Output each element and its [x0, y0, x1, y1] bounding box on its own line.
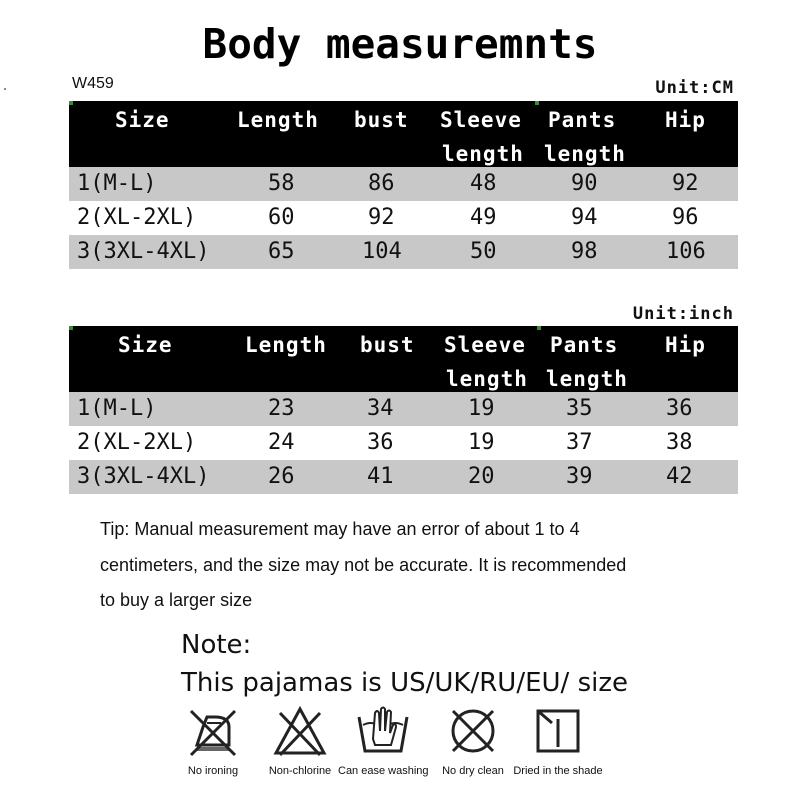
care-item — [513, 703, 603, 777]
cell-sleeve: 50 — [470, 239, 497, 264]
header-corner-mark — [69, 101, 73, 105]
header-corner-mark — [535, 101, 539, 105]
header-hip: Hip — [665, 333, 706, 357]
care-item — [168, 703, 258, 777]
care-label: No dry clean — [442, 765, 504, 777]
header-sleeve-line1: Sleeve — [444, 333, 526, 357]
size-note — [181, 626, 628, 702]
size-table-inch — [69, 326, 738, 494]
cell-bust: 36 — [367, 430, 394, 455]
note-heading: Note: — [181, 630, 252, 660]
care-item — [338, 703, 428, 777]
cell-pants: 94 — [571, 205, 598, 230]
cell-length: 26 — [268, 464, 295, 489]
stray-dot — [4, 88, 6, 90]
cell-bust: 34 — [367, 396, 394, 421]
cell-hip: 96 — [672, 205, 699, 230]
table-row — [69, 392, 738, 426]
header-pants-line1: Pants — [548, 108, 617, 132]
header-hip: Hip — [665, 108, 706, 132]
care-item — [255, 703, 345, 777]
cell-sleeve: 48 — [470, 171, 497, 196]
header-length: Length — [245, 333, 327, 357]
cell-length: 58 — [268, 171, 295, 196]
cell-pants: 39 — [566, 464, 593, 489]
cell-size: 3(3XL-4XL) — [77, 464, 210, 489]
cell-hip: 92 — [672, 171, 699, 196]
table-header — [69, 101, 738, 167]
cell-sleeve: 49 — [470, 205, 497, 230]
cell-length: 60 — [268, 205, 295, 230]
tip-line: Tip: Manual measurement may have an error of about 1 to 4 — [100, 519, 580, 539]
product-code: W459 — [72, 75, 114, 92]
table-row — [69, 235, 738, 269]
cell-size: 1(M-L) — [77, 171, 157, 196]
header-size: Size — [115, 108, 170, 132]
header-pants-line1: Pants — [550, 333, 619, 357]
cell-hip: 42 — [666, 464, 693, 489]
measurement-tip — [100, 512, 720, 619]
header-corner-mark — [69, 326, 73, 330]
hand-wash-icon — [353, 703, 413, 759]
cell-bust: 104 — [362, 239, 402, 264]
table-row — [69, 201, 738, 235]
cell-pants: 98 — [571, 239, 598, 264]
care-label: Non-chlorine — [268, 765, 332, 777]
tip-line: to buy a larger size — [100, 590, 253, 610]
table-header — [69, 326, 738, 392]
cell-length: 24 — [268, 430, 295, 455]
cell-bust: 92 — [368, 205, 395, 230]
table-row — [69, 460, 738, 494]
header-bust: bust — [360, 333, 415, 357]
care-label: Dried in the shade — [513, 765, 603, 777]
header-size: Size — [118, 333, 173, 357]
care-label: No ironing — [187, 765, 239, 777]
cell-sleeve: 20 — [468, 464, 495, 489]
care-icons — [178, 703, 618, 783]
header-sleeve-length — [440, 103, 522, 137]
cell-size: 2(XL-2XL) — [77, 430, 197, 455]
table-row — [69, 426, 738, 460]
cell-hip: 36 — [666, 396, 693, 421]
unit-label-inch: Unit:inch — [632, 304, 734, 324]
header-length: Length — [237, 108, 319, 132]
cell-size: 3(3XL-4XL) — [77, 239, 210, 264]
cell-pants: 37 — [566, 430, 593, 455]
cell-sleeve: 19 — [468, 396, 495, 421]
cell-sleeve: 19 — [468, 430, 495, 455]
table-row — [69, 167, 738, 201]
no-ironing-icon — [183, 703, 243, 759]
header-sleeve-line1: Sleeve — [440, 108, 522, 132]
cell-length: 23 — [268, 396, 295, 421]
cell-bust: 86 — [368, 171, 395, 196]
header-bust: bust — [354, 108, 409, 132]
header-corner-mark — [537, 326, 541, 330]
non-chlorine-icon — [270, 703, 330, 759]
cell-pants: 90 — [571, 171, 598, 196]
tip-line: centimeters, and the size may not be accurate. It is recommended — [100, 554, 627, 575]
cell-size: 1(M-L) — [77, 396, 157, 421]
cell-length: 65 — [268, 239, 295, 264]
no-dry-clean-icon — [443, 703, 503, 759]
note-text: This pajamas is US/UK/RU/EU/ size — [181, 668, 628, 698]
dry-in-shade-icon — [528, 703, 588, 759]
cell-hip: 106 — [666, 239, 706, 264]
page-title: Body measuremnts — [202, 20, 598, 68]
header-sleeve-line2: length — [442, 142, 524, 166]
header-pants-line2: length — [544, 142, 626, 166]
care-item — [428, 703, 518, 777]
cell-hip: 38 — [666, 430, 693, 455]
cell-pants: 35 — [566, 396, 593, 421]
header-pants-line2: length — [546, 367, 628, 391]
cell-size: 2(XL-2XL) — [77, 205, 197, 230]
care-label: Can ease washing — [338, 765, 429, 777]
unit-label-cm: Unit:CM — [655, 78, 734, 98]
header-sleeve-line2: length — [446, 367, 528, 391]
size-table-cm — [69, 101, 738, 269]
cell-bust: 41 — [367, 464, 394, 489]
